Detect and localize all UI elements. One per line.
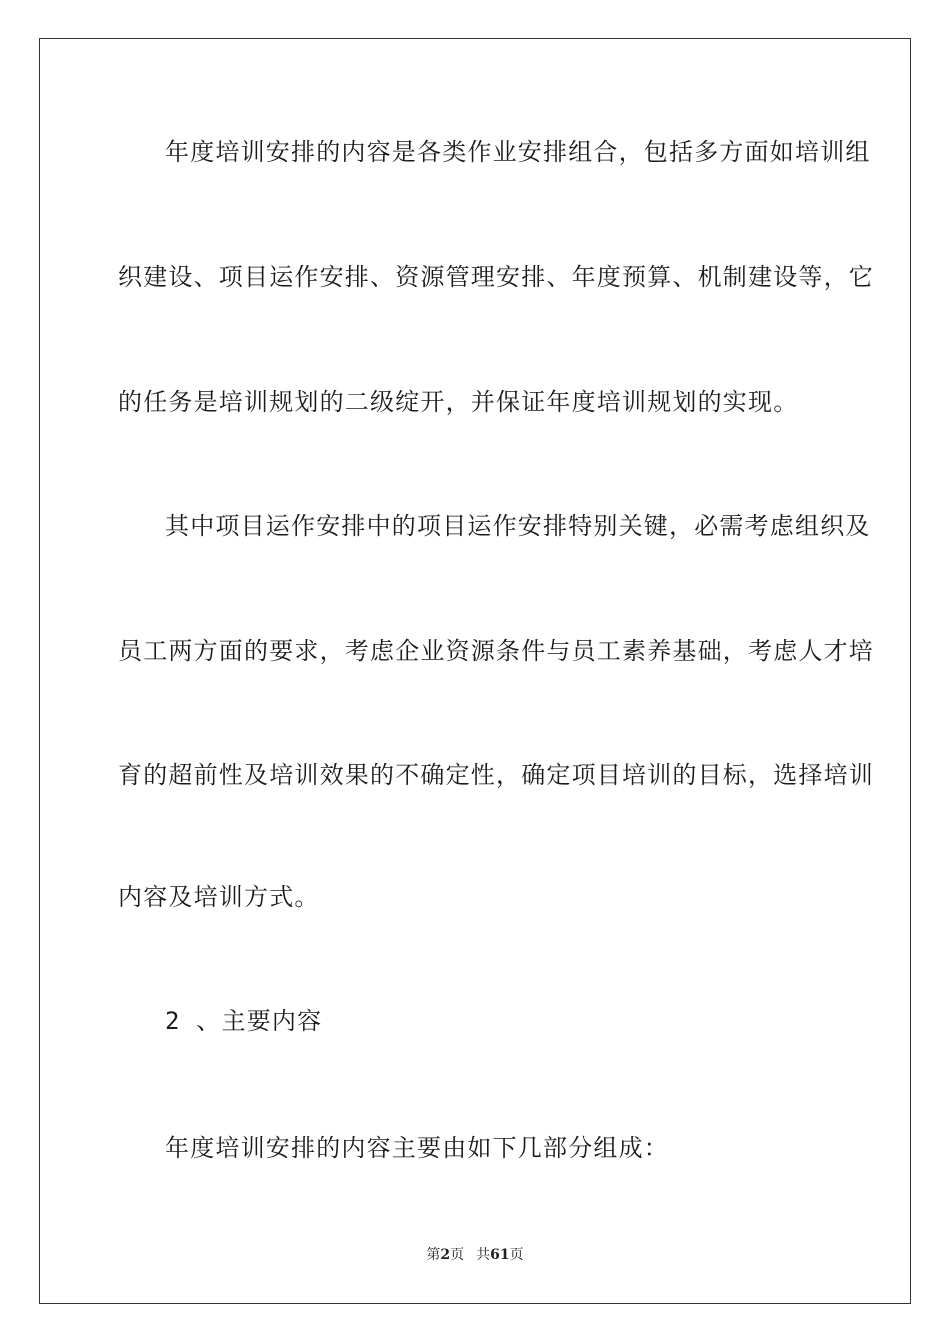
page-prefix: 第 bbox=[426, 1247, 441, 1263]
page-number: 2 bbox=[440, 1247, 451, 1263]
paragraph-line: 织建设、项目运作安排、资源管理安排、年度预算、机制建设等，它 bbox=[118, 263, 874, 291]
total-suffix: 页 bbox=[509, 1247, 524, 1263]
paragraph-line: 年度培训安排的内容主要由如下几部分组成： bbox=[165, 1134, 669, 1162]
total-prefix: 共 bbox=[476, 1247, 491, 1263]
section-heading: 2 、主要内容 bbox=[165, 1007, 323, 1035]
paragraph-line: 员工两方面的要求，考虑企业资源条件与员工素养基础，考虑人才培 bbox=[118, 637, 874, 665]
page-frame bbox=[39, 38, 911, 1304]
paragraph-line: 的任务是培训规划的二级绽开，并保证年度培训规划的实现。 bbox=[118, 388, 799, 416]
page-footer bbox=[0, 1244, 950, 1264]
paragraph-line: 其中项目运作安排中的项目运作安排特别关键，必需考虑组织及 bbox=[165, 512, 871, 540]
paragraph-line: 育的超前性及培训效果的不确定性，确定项目培训的目标，选择培训 bbox=[118, 761, 874, 789]
total-pages: 61 bbox=[490, 1247, 510, 1263]
page-suffix: 页 bbox=[450, 1247, 465, 1263]
paragraph-line: 内容及培训方式。 bbox=[118, 883, 320, 911]
paragraph-line: 年度培训安排的内容是各类作业安排组合，包括多方面如培训组 bbox=[165, 138, 871, 166]
